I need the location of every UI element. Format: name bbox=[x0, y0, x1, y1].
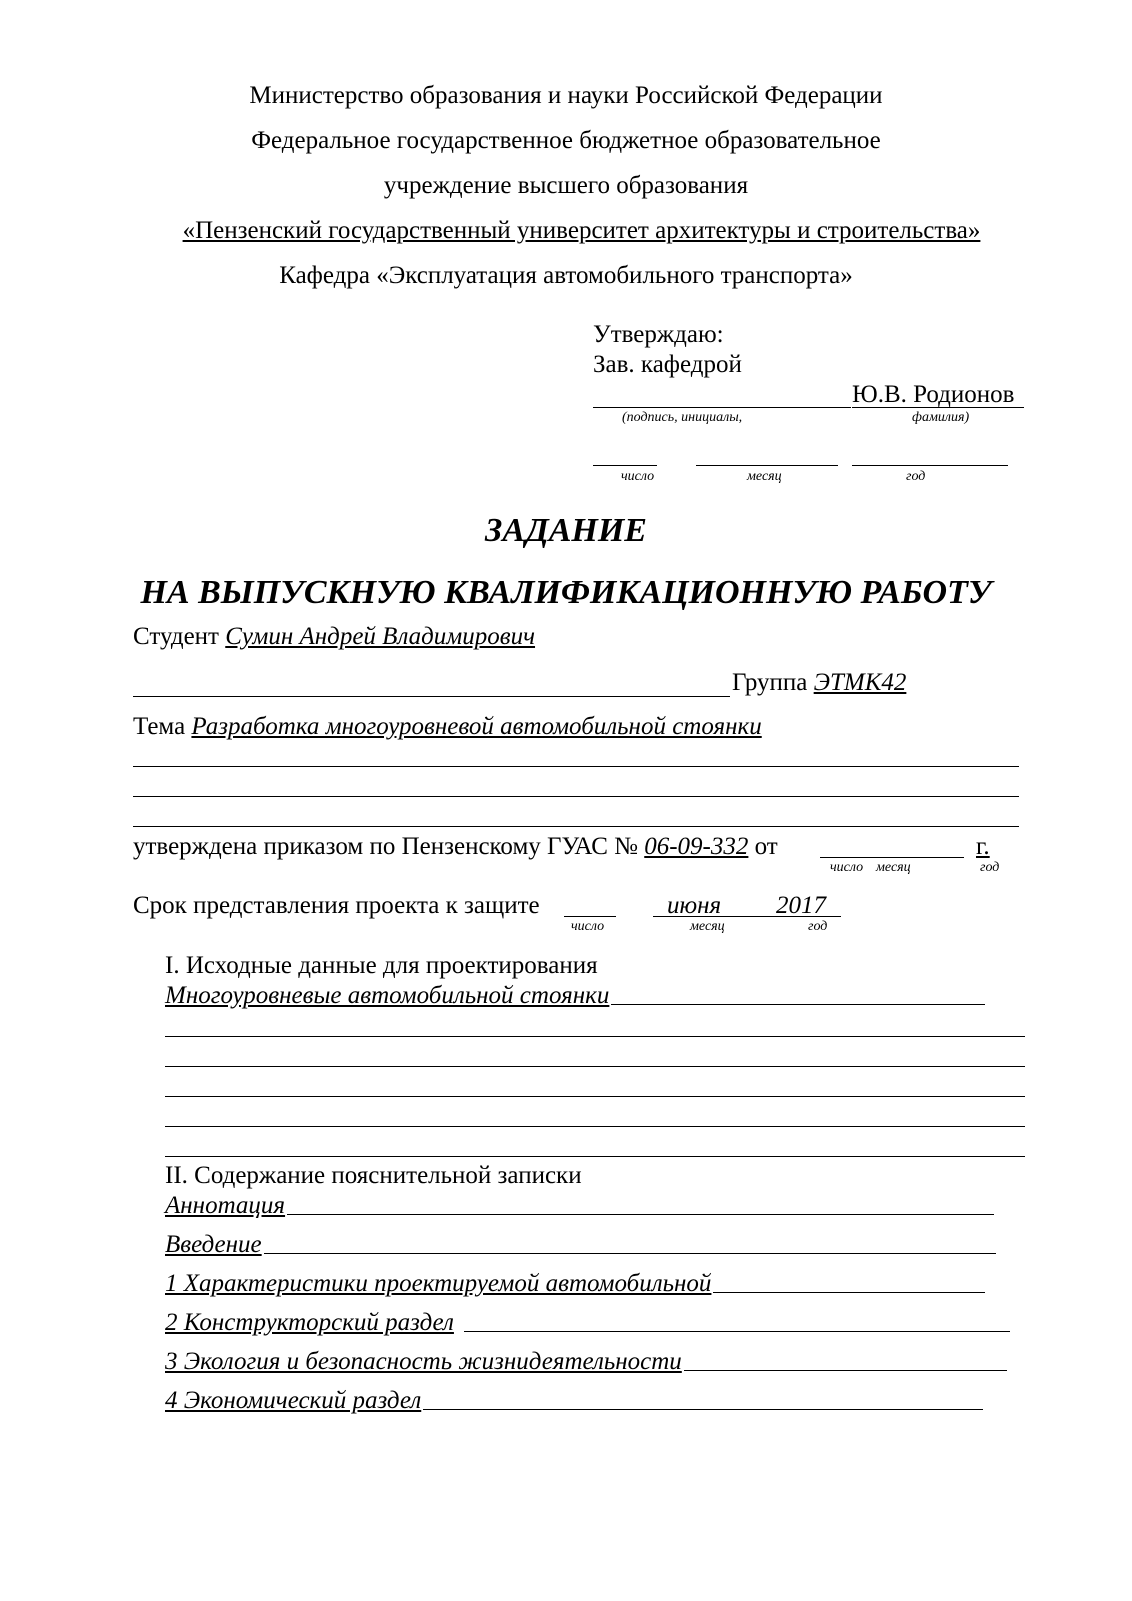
section-1-fill-line bbox=[611, 1004, 985, 1005]
section-1-line-4 bbox=[165, 1126, 1025, 1127]
section-1-line-2 bbox=[165, 1066, 1025, 1067]
institution-level-line: учреждение высшего образования bbox=[383, 172, 749, 199]
section-2-item: Введение bbox=[165, 1231, 262, 1258]
topic-value: Разработка многоуровневой автомобильной стоянки bbox=[191, 713, 762, 740]
student-name: Сумин Андрей Владимирович bbox=[225, 623, 536, 650]
group-value: ЭТМК42 bbox=[813, 669, 907, 696]
student-label: Студент bbox=[133, 623, 219, 650]
topic-line-3 bbox=[133, 826, 1019, 827]
order-from: от bbox=[754, 833, 778, 860]
section-2-item: 2 Конструкторский раздел bbox=[165, 1309, 454, 1336]
student-blank-line bbox=[133, 696, 730, 697]
order-row bbox=[133, 832, 778, 862]
ministry-line: Министерство образования и науки Российской Федерации bbox=[249, 82, 883, 109]
group-label: Группа bbox=[732, 669, 808, 696]
section-2-item-row bbox=[165, 1269, 985, 1299]
approval-month-line bbox=[696, 465, 838, 466]
approval-year-caption: год bbox=[906, 469, 926, 484]
surname-caption: фамилия) bbox=[912, 410, 970, 425]
student-row bbox=[133, 622, 535, 652]
approval-year-line bbox=[852, 465, 1008, 466]
section-2-item-row bbox=[165, 1230, 996, 1260]
section-2-fill-line bbox=[423, 1409, 983, 1410]
order-year-caption: год bbox=[980, 860, 1000, 875]
section-2-item-row bbox=[165, 1386, 983, 1416]
approve-label: Утверждаю: bbox=[593, 321, 724, 348]
order-text: утверждена приказом по Пензенскому ГУАС № bbox=[133, 833, 638, 860]
university-name: «Пензенский государственный университет архитектуры и строительства» bbox=[182, 217, 981, 244]
topic-row bbox=[133, 712, 762, 742]
order-day-caption: число bbox=[830, 860, 864, 875]
section-2-item-row bbox=[165, 1308, 1010, 1338]
section-2-fill-line bbox=[713, 1292, 985, 1293]
topic-line-1 bbox=[133, 766, 1019, 767]
deadline-month-caption: месяц bbox=[690, 919, 725, 934]
section-2-item: 1 Характеристики проектируемой автомобильной bbox=[165, 1270, 712, 1297]
approval-day-line bbox=[593, 465, 657, 466]
deadline-year: 2017 bbox=[776, 892, 826, 919]
section-2-fill-line bbox=[684, 1370, 1007, 1371]
topic-line-2 bbox=[133, 796, 1019, 797]
group-row bbox=[732, 668, 906, 698]
section-1-line-3 bbox=[165, 1096, 1025, 1097]
section-1-line-5 bbox=[165, 1156, 1025, 1157]
head-name: Ю.В. Родионов bbox=[852, 381, 1015, 408]
deadline-day-line bbox=[564, 916, 616, 917]
approval-day-caption: число bbox=[621, 469, 655, 484]
order-number: 06-09-332 bbox=[644, 833, 749, 860]
signature-caption: (подпись, инициалы, bbox=[622, 410, 743, 425]
section-2-item-row bbox=[165, 1347, 1007, 1377]
section-2-item: 4 Экономический раздел bbox=[165, 1387, 422, 1414]
order-month-caption: месяц bbox=[876, 860, 911, 875]
section-2-fill-line bbox=[264, 1253, 996, 1254]
deadline-day-caption: число bbox=[571, 919, 605, 934]
head-name-underline bbox=[852, 407, 1024, 408]
task-title: ЗАДАНИЕ bbox=[485, 512, 647, 549]
task-subtitle: НА ВЫПУСКНУЮ КВАЛИФИКАЦИОННУЮ РАБОТУ bbox=[140, 574, 992, 611]
section-2-item: Аннотация bbox=[165, 1192, 286, 1219]
section-1-value: Многоуровневые автомобильной стоянки bbox=[165, 982, 610, 1009]
order-date-line bbox=[820, 857, 964, 858]
section-2-fill-line bbox=[287, 1214, 994, 1215]
deadline-month: июня bbox=[667, 892, 722, 919]
deadline-text: Срок представления проекта к защите bbox=[133, 892, 540, 919]
section-2-item: 3 Экология и безопасность жизнидеятельности bbox=[165, 1348, 682, 1375]
section-2-title: II. Содержание пояснительной записки bbox=[165, 1162, 582, 1189]
section-1-value-row bbox=[165, 981, 985, 1011]
section-2-item-row bbox=[165, 1191, 994, 1221]
signature-line bbox=[593, 407, 851, 408]
section-2-fill-line bbox=[464, 1331, 1010, 1332]
section-1-title: I. Исходные данные для проектирования bbox=[165, 952, 598, 979]
approval-month-caption: месяц bbox=[747, 469, 782, 484]
department-line: Кафедра «Эксплуатация автомобильного транспорта» bbox=[279, 262, 853, 289]
institution-type-line: Федеральное государственное бюджетное образовательное bbox=[251, 127, 881, 154]
head-of-department-label: Зав. кафедрой bbox=[593, 351, 742, 378]
topic-label: Тема bbox=[133, 713, 186, 740]
deadline-year-caption: год bbox=[808, 919, 828, 934]
section-1-line-1 bbox=[165, 1036, 1025, 1037]
order-year-suffix: г. bbox=[976, 833, 990, 860]
